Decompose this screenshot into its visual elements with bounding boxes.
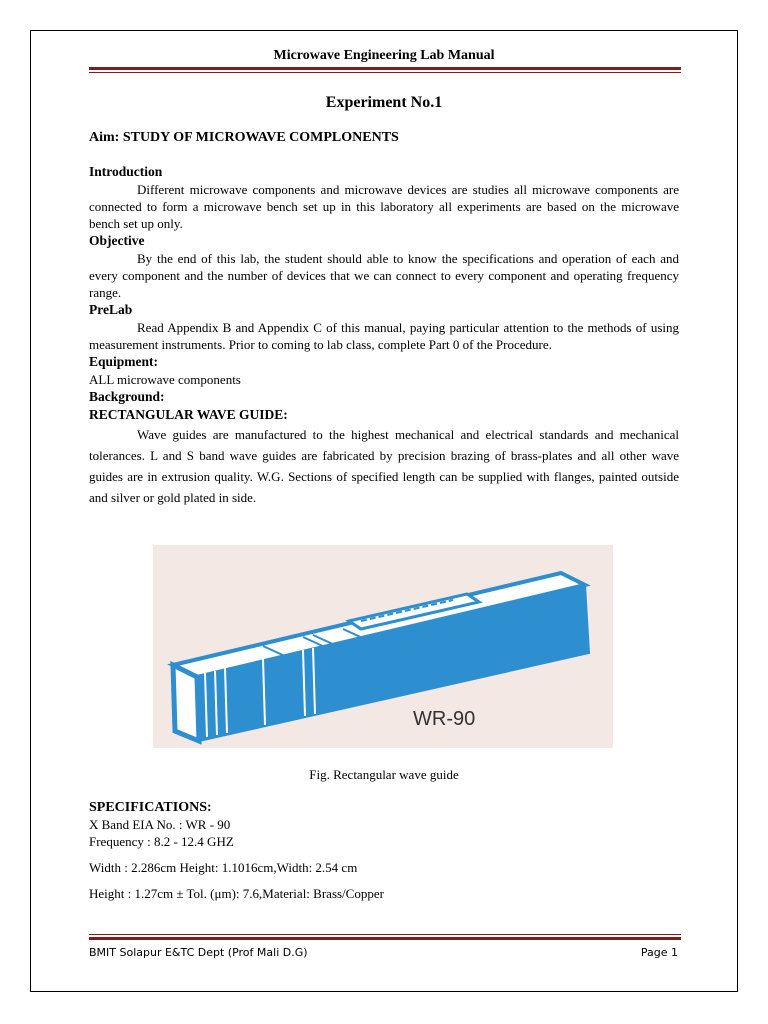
introduction-heading: Introduction [89,164,163,179]
waveguide-illustration [153,545,613,748]
footer-department: BMIT Solapur E&TC Dept (Prof Mali D.G) [89,946,308,959]
prelab-heading: PreLab [89,302,133,317]
aim: Aim: STUDY OF MICROWAVE COMPLONENTS [89,130,399,145]
introduction-text: Different microwave components and microwave devices are studies all microwave components are connected to form a microwave bench set up in this laboratory all experiments are based on the microwave bench set up only. [89,182,679,231]
header-rule [89,67,681,70]
specifications-heading: SPECIFICATIONS: [89,800,212,815]
objective-heading: Objective [89,233,145,248]
page-number: Page 1 [640,946,678,959]
footer-rule [89,937,681,940]
header-rule-thin [89,72,681,73]
objective-text: By the end of this lab, the student should able to know the specifications and operation of each and every component and the number of devices that we can connect to every component and operating frequency range. [89,251,679,300]
waveguide-text: Wave guides are manufactured to the highest mechanical and electrical standards and mechanical tolerances. L and S band wave guides are fabricated by precision brazing of brass-plates and all other wave guides are in extrusion quality. W.G. Sections of specified length can be supplied with flanges, painted outside and silver or gold plated in side. [89,427,679,505]
main-content [89,130,679,508]
equipment-text: ALL microwave components [89,372,241,387]
header-title: Microwave Engineering Lab Manual [273,48,495,63]
prelab-text: Read Appendix B and Appendix C of this manual, paying particular attention to the methods of using measurement instruments. Prior to coming to lab class, complete Part 0 of the Procedure. [89,320,679,352]
footer-rule-thin [89,934,681,935]
figure-caption: Fig. Rectangular wave guide [309,767,459,782]
figure-label: WR-90 [413,708,476,730]
experiment-title: Experiment No.1 [325,94,443,111]
background-heading: Background: [89,389,165,404]
waveguide-heading: RECTANGULAR WAVE GUIDE: [89,407,288,422]
equipment-heading: Equipment: [89,354,159,369]
waveguide-figure [153,545,613,748]
spec-line: Frequency : 8.2 - 12.4 GHZ [89,834,234,849]
spec-line: Width : 2.286cm Height: 1.1016cm,Width: 2.54 cm [89,860,358,875]
spec-line: Height : 1.27cm ± Tol. (μm): 7.6,Material: Brass/Copper [89,886,384,901]
spec-line: X Band EIA No. : WR - 90 [89,817,231,832]
specifications [89,799,679,902]
